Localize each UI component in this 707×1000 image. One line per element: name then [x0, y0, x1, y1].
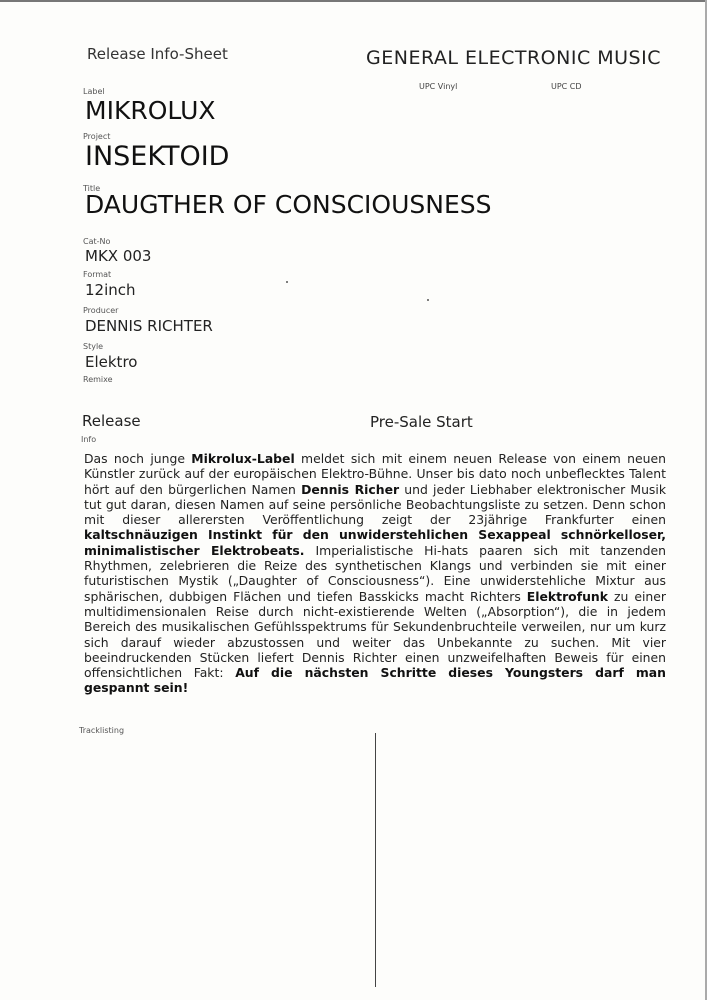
title-value: DAUGTHER OF CONSCIOUSNESS — [85, 190, 492, 219]
release-heading: Release — [82, 412, 141, 430]
info-text-emphasis: Mikrolux-Label — [191, 451, 295, 466]
release-info-text — [84, 451, 666, 696]
cat-no-caption: Cat-No — [83, 237, 111, 246]
info-text-emphasis: Auf die nächsten Schritte dieses Youngsters darf man gespannt sein! — [84, 665, 666, 696]
info-text-segment: zu einer multidimensionalen Reise durch nicht-existierende Welten („Absorption“), die in jedem Bereich des musikalischen Gefühlsspektrums für Sekundenbruchteile verweilen, nur um kurz sich darauf wieder abzustossen und weiter das Unbekannte zu suchen. Mit vier beeindruckenden Stücken liefert Dennis Richter einen unzweifelhaften Beweis für einen offensichtlichen Fakt: — [84, 588, 666, 681]
info-caption: Info — [81, 435, 97, 444]
format-value: 12inch — [85, 281, 136, 299]
page-top-border — [0, 0, 707, 2]
tracklisting-divider — [375, 733, 376, 987]
info-text-emphasis: Elektrofunk — [526, 588, 608, 604]
upc-vinyl-label: UPC Vinyl — [419, 82, 458, 91]
style-value: Elektro — [85, 353, 138, 371]
producer-value: DENNIS RICHTER — [85, 317, 213, 335]
format-caption: Format — [83, 270, 112, 279]
upc-cd-label: UPC CD — [551, 82, 582, 91]
info-text-segment: meldet sich mit einem neuen Release von einem neuen Künstler zurück auf der europäischen Elektro-Bühne. Unser bis dato noch unbeflecktes Talent hört auf den bürgerlichen Namen — [84, 451, 666, 497]
info-text-segment: Imperialistische Hi-hats paaren sich mit tanzenden Rhythmen, zelebrieren die Reize des synthetischen Klangs und verbinden sie mit einer futuristischen Mystik („Daughter of Consciousness“). Eine unwiderstehliche Mixtur aus sphärischen, dubbigen Flächen und tiefen Basskicks macht Richters — [84, 542, 666, 604]
info-text-emphasis: Dennis Richer — [301, 481, 400, 497]
title-caption: Title — [83, 184, 101, 193]
label-value: MIKROLUX — [85, 96, 216, 125]
cat-no-value: MKX 003 — [85, 247, 152, 265]
label-caption: Label — [83, 87, 105, 96]
project-value: INSEKTOID — [85, 141, 230, 172]
presale-start-heading: Pre-Sale Start — [370, 413, 473, 431]
info-text-segment: Das noch junge — [84, 451, 192, 466]
info-text-segment: und jeder Liebhaber elektronischer Musik tut gut daran, diesen Namen auf seine persönliche Beobachtungsliste zu setzen. Denn schon mit dieser allerersten Veröffentlichung zeigt der 23jährige Frankfurter einen — [84, 481, 666, 528]
speck — [286, 281, 288, 283]
project-caption: Project — [83, 132, 111, 141]
producer-caption: Producer — [83, 306, 119, 315]
company-name: GENERAL ELECTRONIC MUSIC — [366, 47, 661, 69]
tracklisting-caption: Tracklisting — [79, 726, 125, 735]
speck — [427, 299, 429, 301]
remixe-caption: Remixe — [83, 375, 113, 384]
style-caption: Style — [83, 342, 104, 351]
info-text-emphasis: kaltschnäuzigen Instinkt für den unwiderstehlichen Sexappeal schnörkelloser, minimalistischer Elektrobeats. — [84, 527, 666, 558]
sheet-title: Release Info-Sheet — [87, 45, 228, 63]
